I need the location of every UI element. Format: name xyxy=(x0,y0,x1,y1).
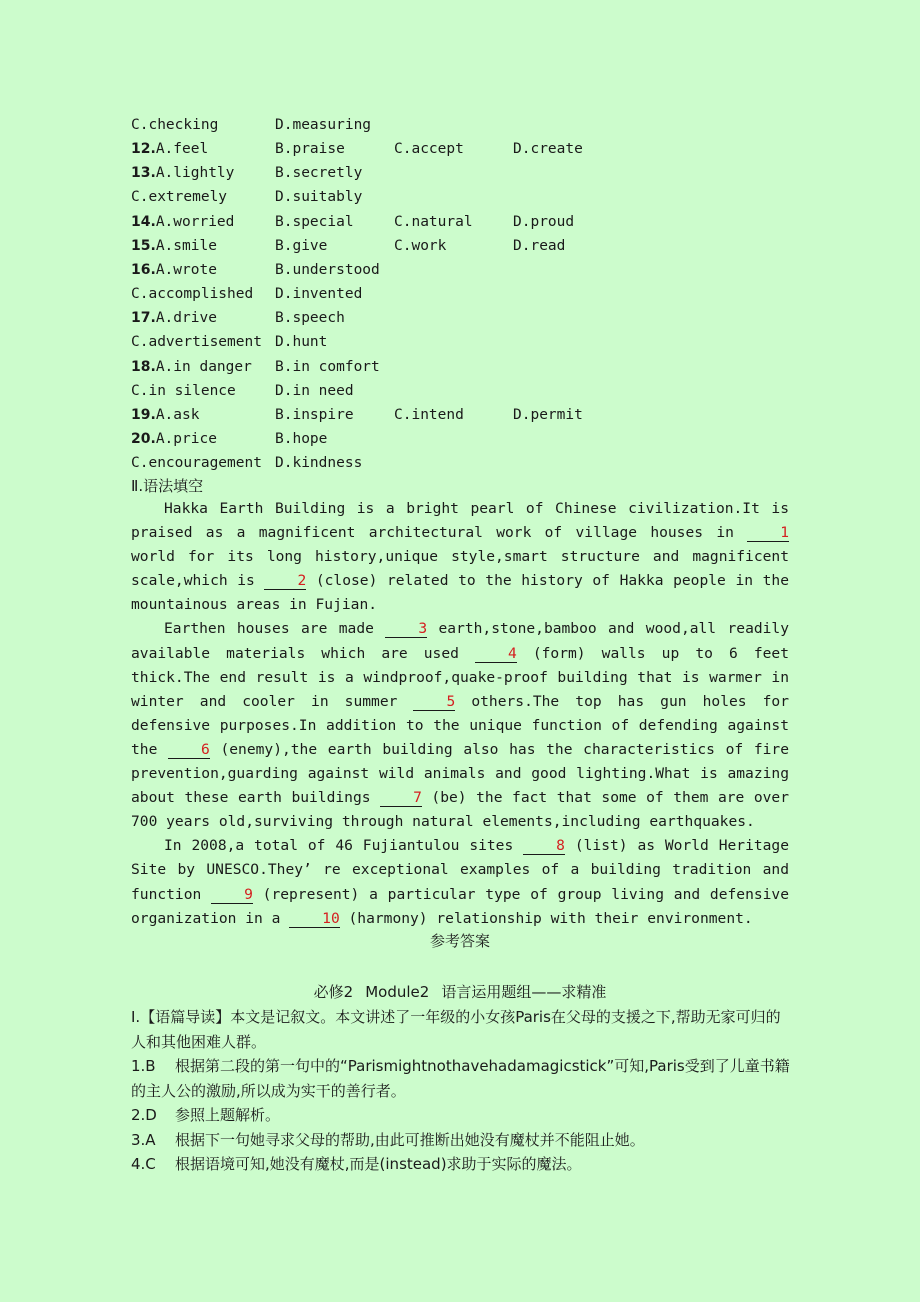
question-number: 17. xyxy=(131,310,156,327)
option-text: C.in silence xyxy=(131,382,236,399)
option-text: B.hope xyxy=(275,430,328,447)
option-text: B.give xyxy=(275,237,328,254)
option-text: B.speech xyxy=(275,310,345,327)
option-text: C.accomplished xyxy=(131,286,254,303)
option-text: C.work xyxy=(394,237,447,254)
section-title: Ⅱ.语法填空 xyxy=(131,477,204,495)
option-text: D.read xyxy=(513,237,566,254)
answer-explanation: 根据语境可知,她没有魔杖,而是(instead)求助于实际的魔法。 xyxy=(175,1155,582,1173)
option-text: A.ask xyxy=(155,406,200,423)
option-text: A.drive xyxy=(155,310,217,327)
answer-key: 4.C xyxy=(131,1155,156,1173)
answer-explanation: 参照上题解析。 xyxy=(175,1106,281,1124)
option-text: A.smile xyxy=(155,237,217,254)
answer-intro: Ⅰ.【语篇导读】本文是记叙文。本文讲述了一年级的小女孩Paris在父母的支援之下,帮助无家可归的人和其他困难人群。 xyxy=(131,1008,781,1051)
option-text: A.lightly xyxy=(155,165,235,182)
option-text: C.natural xyxy=(394,213,473,230)
paragraph-1: Hakka Earth Building is a bright pearl of Chinese civilization.It is praised as a magnificent architectural work of village houses in 1 world for its long history,unique style,smart structure and magnificent scale,which is 2 (close) related to the history of Hakka people in the mountainous areas in Fujian. xyxy=(131,500,789,614)
question-number: 12. xyxy=(131,141,156,158)
option-text: A.in danger xyxy=(155,358,252,375)
option-text: A.wrote xyxy=(155,261,217,278)
blank-10: 10 xyxy=(289,910,340,928)
question-number: 20. xyxy=(131,430,156,447)
paragraph-3: In 2008,a total of 46 Fujiantulou sites 8 (list) as World Heritage Site by UNESCO.They’ re exceptional examples of a building tradition and function 9 (represent) a particular type of group living and defensive organization in a 10 (harmony) relationship with their environment. xyxy=(131,837,790,927)
answer-key: 3.A xyxy=(131,1130,156,1149)
option-text: D.in need xyxy=(275,382,354,399)
option-text: C.extremely xyxy=(131,189,228,206)
passage xyxy=(131,497,789,931)
blank-1: 1 xyxy=(747,524,789,542)
option-text: D.kindness xyxy=(275,455,363,472)
option-text: D.proud xyxy=(513,213,575,230)
option-text: B.in comfort xyxy=(275,358,380,375)
blank-8: 8 xyxy=(523,837,565,855)
option-text: D.invented xyxy=(275,286,363,303)
answer-item xyxy=(131,1128,791,1153)
option-text: B.secretly xyxy=(275,165,363,182)
option-text: D.measuring xyxy=(275,117,372,133)
option-text: B.special xyxy=(275,213,354,230)
question-number: 14. xyxy=(131,213,156,230)
question-number: 15. xyxy=(131,237,156,254)
option-text: D.hunt xyxy=(275,334,328,351)
blank-9: 9 xyxy=(211,886,253,904)
blank-5: 5 xyxy=(413,693,455,711)
option-text: C.advertisement xyxy=(131,334,262,351)
answer-item xyxy=(131,1054,791,1103)
option-text: D.permit xyxy=(513,406,583,423)
blank-2: 2 xyxy=(264,572,306,590)
paragraph-2: Earthen houses are made 3 earth,stone,bamboo and wood,all readily available materials which are used 4 (form) walls up to 6 feet thick.The end result is a windproof,quake-proof building that is warmer in winter and cooler in summer 5 others.The top has gun holes for defensive purposes.In addition to the unique function of defending against the 6 (enemy),the earth building also has the characteristics of fire prevention,guarding against wild animals and good lighting.What is amazing about these earth buildings 7 (be) the fact that some of them are over 700 years old,surviving through natural elements,including earthquakes. xyxy=(131,620,789,831)
blank-7: 7 xyxy=(380,789,422,807)
option-text: D.create xyxy=(513,141,583,158)
option-text: C.accept xyxy=(394,141,464,158)
answer-explanation: 根据第二段的第一句中的“Parismightnothavehadamagicstick”可知,Paris受到了儿童书籍的主人公的激励,所以成为实干的善行者。 xyxy=(131,1057,790,1100)
option-text: A.worried xyxy=(155,213,235,230)
question-number: 18. xyxy=(131,358,156,375)
module-title: 必修2 Module2 语言运用题组——求精准 xyxy=(313,983,607,1001)
option-text: A.price xyxy=(155,430,217,447)
answer-explanation: 根据下一句她寻求父母的帮助,由此可推断出她没有魔杖并不能阻止她。 xyxy=(175,1130,645,1149)
answer-item xyxy=(131,1103,791,1128)
question-number: 16. xyxy=(131,261,156,278)
option-text: D.suitably xyxy=(275,189,363,206)
blank-6: 6 xyxy=(168,741,210,759)
option-text: C.checking xyxy=(131,117,219,133)
option-text: B.inspire xyxy=(275,406,354,423)
option-text: A.feel xyxy=(155,141,209,158)
answer-item xyxy=(131,1152,791,1177)
question-number: 13. xyxy=(131,165,156,182)
option-text: B.praise xyxy=(275,141,345,158)
blank-4: 4 xyxy=(475,645,517,663)
answer-key: 2.D xyxy=(131,1106,157,1124)
answer-key: 1.B xyxy=(131,1057,156,1075)
question-number: 19. xyxy=(131,406,156,423)
option-text: B.understood xyxy=(275,261,380,278)
blank-3: 3 xyxy=(385,620,427,638)
answers-title: 参考答案 xyxy=(429,932,490,950)
option-text: C.intend xyxy=(394,406,464,423)
option-text: C.encouragement xyxy=(131,455,262,472)
answer-list xyxy=(131,1005,791,1177)
